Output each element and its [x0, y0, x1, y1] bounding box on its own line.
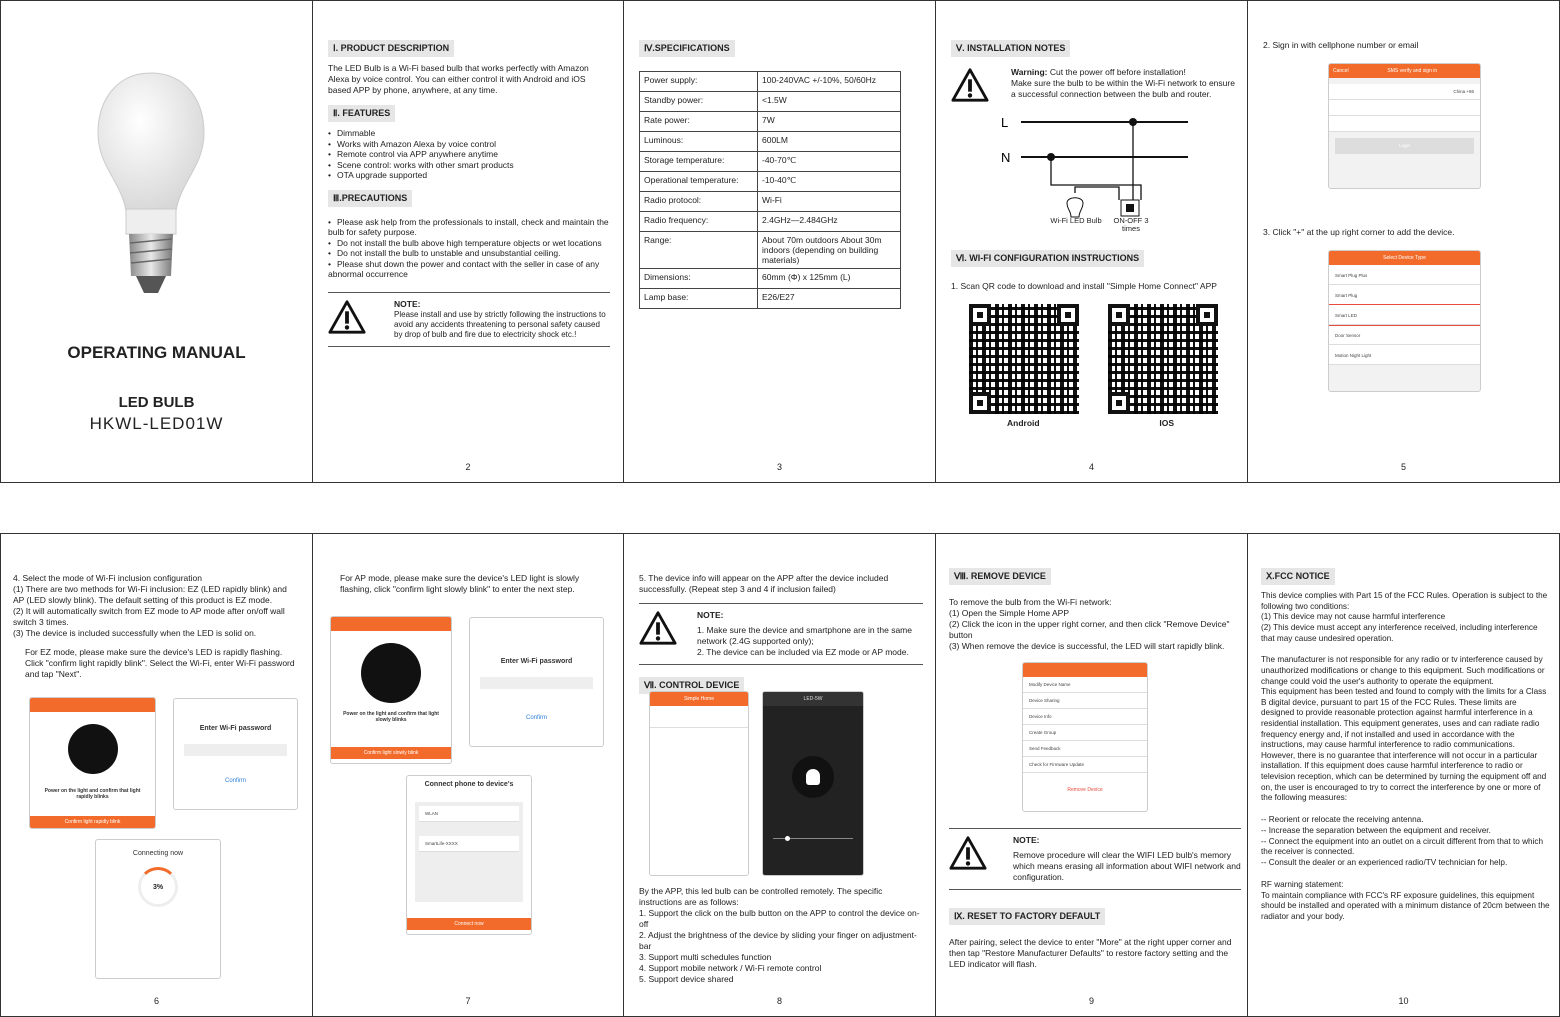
warning-text-2: Make sure the bulb to be within the Wi-Fi network to ensure a successful connection between the bulb and router. — [1011, 78, 1235, 99]
note-box — [639, 610, 923, 658]
fcc-paragraph: This equipment has been tested and found to comply with the limits for a Class B digital device, pursuant to part 15 of the FCC Rules. These limits are designed to provide reasonable protection against harmful interference in a residential installation. This equipment generates, uses and can radiate radio frequency energy and, if not installed and used in accordance with the instructions, may cause harmful interference to radio communications. However, there is no guarantee that interference will not occur in a particular installation. If this equipment does cause harmful interference to radio or television reception, which can be determined by turning the equipment off and on, the user is encouraged to try to correct the interference by one or more of the following measures: — [1261, 687, 1547, 803]
spec-label: Rate power: — [640, 112, 758, 132]
screen-title: Select Device Type — [1329, 251, 1480, 265]
screen-title: LED-5W — [763, 692, 863, 706]
list-item: • Do not install the bulb to unstable and unsubstantial ceiling. — [328, 248, 610, 259]
bulb-control-screenshot — [762, 691, 864, 876]
spec-label: Standby power: — [640, 92, 758, 112]
screen-title: SMS verify and sign in — [1387, 68, 1438, 74]
page-number: 6 — [153, 996, 159, 1006]
home-screenshot — [649, 691, 749, 876]
list-item: (2) It will automatically switch from EZ mode to AP mode after on/off wall switch 3 times. — [13, 606, 285, 627]
list-item: • Please ask help from the professionals to install, check and maintain the bulb for safety purpose. — [328, 217, 610, 238]
fcc-paragraph: This device complies with Part 15 of the FCC Rules. Operation is subject to the following two conditions: — [1261, 591, 1548, 611]
page-2 — [312, 0, 624, 483]
table-row — [640, 172, 901, 192]
bulb-label: Wi-Fi LED Bulb — [1050, 217, 1102, 225]
list-item: (3) The device is included successfully when the LED is solid on. — [13, 628, 257, 638]
spec-value: 60mm (Φ) x 125mm (L) — [758, 269, 901, 289]
progress-percent: 3% — [152, 883, 164, 891]
page-number: 5 — [1400, 462, 1406, 472]
step-2: 2. Sign in with cellphone number or email — [1263, 40, 1419, 50]
confirm-button[interactable]: Confirm — [224, 778, 246, 784]
instruction-text: Power on the light and confirm that light rapidly blinks — [44, 788, 141, 800]
page-6 — [0, 533, 313, 1017]
reset-text: After pairing, select the device to enter "More" at the right upper corner and then tap "Restore Manufacturer Defaults" to restore factory setting and the LED indicator will flash. — [949, 937, 1232, 969]
menu-item[interactable]: Check for Firmware Update — [1023, 757, 1147, 773]
list-item: (3) When remove the device is successful, the LED will start rapidly blink. — [949, 641, 1225, 651]
screen-title: Connecting now — [132, 850, 184, 857]
spec-value: -40-70℃ — [758, 152, 901, 172]
list-item: (2) Click the icon in the upper right corner, and then click "Remove Device" button — [949, 619, 1230, 640]
page-number: 2 — [465, 462, 471, 472]
note-box — [949, 835, 1241, 883]
list-item: • Please shut down the power and contact with the seller in case of any abnormal occurrence — [328, 259, 610, 280]
menu-item[interactable]: Modify Device Name — [1023, 677, 1147, 693]
page-4 — [935, 0, 1248, 483]
table-row — [640, 212, 901, 232]
fcc-paragraph: RF warning statement: — [1261, 879, 1344, 889]
warning-icon — [328, 299, 366, 335]
spec-value: 7W — [758, 112, 901, 132]
page-3 — [623, 0, 936, 483]
cover-page — [0, 0, 313, 483]
section-heading: Ⅴ. INSTALLATION NOTES — [951, 40, 1070, 57]
table-row — [640, 152, 901, 172]
progress-ring — [138, 867, 178, 907]
list-item: 3. Support multi schedules function — [639, 952, 772, 962]
specifications-table — [639, 71, 901, 309]
wifi-password-screenshot — [173, 698, 298, 810]
cover-product: LED BULB — [118, 394, 195, 411]
table-row — [640, 192, 901, 212]
login-button: Login — [1335, 138, 1474, 154]
table-row — [640, 72, 901, 92]
page-number: 3 — [776, 462, 782, 472]
ap-confirm-screenshot — [330, 616, 452, 764]
section-heading: Ⅳ.SPECIFICATIONS — [639, 40, 735, 57]
spec-value: -10-40℃ — [758, 172, 901, 192]
warning-box — [951, 67, 1236, 103]
section-heading: Ⅹ.FCC NOTICE — [1261, 568, 1335, 585]
control-intro: By the APP, this led bulb can be controlled remotely. The specific instructions are as follows: — [639, 886, 883, 907]
list-item: 1. Support the click on the bulb button on the APP to control the device on-off — [639, 908, 920, 929]
list-item: • OTA upgrade supported — [328, 170, 610, 181]
step-4: 4. Select the mode of Wi-Fi inclusion configuration — [13, 573, 202, 583]
page-number: 7 — [465, 996, 471, 1006]
note-text: Please install and use by strictly following the instructions to avoid any accidents threatening to personal safety caused by drop of bulb and fire due to electricity shock etc.! — [394, 309, 606, 339]
wifi-password-screenshot — [469, 617, 604, 747]
table-row — [640, 269, 901, 289]
spec-value: Wi-Fi — [758, 192, 901, 212]
more-menu-screenshot — [1022, 662, 1148, 812]
table-row — [640, 289, 901, 309]
fcc-paragraph: -- Increase the separation between the equipment and receiver. — [1261, 825, 1491, 835]
ap-mode-note: For AP mode, please make sure the device's LED light is slowly flashing, click "confirm light slowly blink" to enter the next step. — [340, 573, 580, 594]
bulb-power-button[interactable] — [792, 756, 834, 798]
remove-device-button[interactable]: Remove Device — [1067, 787, 1103, 793]
device-type-item[interactable]: Motion Night Light — [1329, 345, 1480, 365]
warning-icon — [949, 835, 987, 871]
spec-value: About 70m outdoors About 30m indoors (depending on building materials) — [758, 232, 901, 269]
wiring-diagram — [951, 105, 1236, 235]
precautions-list — [328, 217, 610, 280]
list-item: • Remote control via APP anywhere anytime — [328, 149, 610, 160]
warning-icon — [639, 610, 677, 646]
fcc-paragraph: To maintain compliance with FCC's RF exposure guidelines, this equipment should be installed and operated with a minimum distance of 20cm between the radiator and your body. — [1261, 890, 1550, 922]
page-9 — [935, 533, 1248, 1017]
menu-item[interactable]: Device Sharing — [1023, 693, 1147, 709]
cover-title: OPERATING MANUAL — [67, 343, 246, 362]
spec-label: Luminous: — [640, 132, 758, 152]
ios-label: IOS — [1159, 418, 1174, 428]
menu-item[interactable]: Create Group — [1023, 725, 1147, 741]
product-description: The LED Bulb is a Wi-Fi based bulb that works perfectly with Amazon Alexa by voice control. You can either control it with Android and iOS based APP by phone, anywhere, at any time. — [328, 63, 589, 95]
page-number: 4 — [1088, 462, 1094, 472]
warning-text: Cut the power off before installation! — [1049, 67, 1186, 77]
step-5: 5. The device info will appear on the APP after the device included successfully. (Repeat step 3 and 4 if inclusion failed) — [639, 573, 889, 594]
note-title: NOTE: — [697, 610, 724, 620]
ios-qr-code[interactable] — [1108, 304, 1218, 414]
list-item: 5. Support device shared — [639, 974, 734, 984]
fcc-paragraph: -- Reorient or relocate the receiving antenna. — [1261, 814, 1424, 824]
list-item: 2. The device can be included via EZ mode or AP mode. — [697, 647, 909, 657]
note-title: NOTE: — [1013, 835, 1040, 845]
table-row — [640, 112, 901, 132]
ez-confirm-screenshot — [29, 697, 156, 829]
list-item: • Scene control: works with other smart products — [328, 160, 610, 171]
fcc-paragraph: (1) This device may not cause harmful interference — [1261, 612, 1446, 622]
fcc-paragraph — [1261, 644, 1551, 655]
line-label-L: L — [1001, 115, 1009, 130]
connecting-screenshot — [95, 839, 221, 979]
section-heading: Ⅱ. FEATURES — [328, 105, 395, 122]
screen-title: Connect phone to device's — [424, 781, 514, 788]
bulb-icon — [68, 724, 118, 774]
country-row: China +86 — [1329, 84, 1480, 100]
spec-label: Radio protocol: — [640, 192, 758, 212]
list-item: • Do not install the bulb above high temperature objects or wet locations — [328, 238, 610, 249]
page-number: 9 — [1088, 996, 1094, 1006]
fcc-paragraph: The manufacturer is not responsible for any radio or tv interference caused by unauthorized modifications or change to this equipment. Such modifications or change could void the user's authority to operate the equipment. — [1261, 655, 1545, 686]
confirm-rapid-blink-button[interactable]: Confirm light rapidly blink — [30, 816, 155, 828]
screen-title: Enter Wi-Fi password — [199, 725, 272, 732]
spec-label: Storage temperature: — [640, 152, 758, 172]
confirm-button[interactable]: Confirm — [525, 715, 547, 721]
step-3: 3. Click "+" at the up right corner to add the device. — [1263, 227, 1455, 237]
page-7 — [312, 533, 624, 1017]
spec-value: 100-240VAC +/-10%, 50/60Hz — [758, 72, 901, 92]
bulb-illustration — [96, 71, 206, 301]
ez-mode-note: For EZ mode, please make sure the device's LED is rapidly flashing. Click "confirm light rapidly blink". Select the Wi-Fi, enter Wi-Fi password and tap "Next". — [25, 647, 295, 679]
device-type-item[interactable]: Smart Plug — [1329, 285, 1480, 305]
warning-icon — [951, 67, 989, 103]
cancel-label: Cancel — [1333, 68, 1349, 74]
wlan-row: WLAN — [419, 806, 519, 822]
page-8 — [623, 533, 936, 1017]
confirm-slow-blink-button[interactable]: Confirm light slowly blink — [331, 747, 451, 759]
features-list — [328, 128, 610, 181]
screen-title: Simple Home — [650, 692, 748, 706]
bulb-icon — [361, 643, 421, 703]
cover-model: HKWL-LED01W — [89, 414, 224, 433]
spec-label: Lamp base: — [640, 289, 758, 309]
remove-intro: To remove the bulb from the Wi-Fi network: — [949, 597, 1112, 607]
note-title: NOTE: — [394, 298, 421, 309]
list-item: 2. Adjust the brightness of the device by sliding your finger on adjustment-bar — [639, 930, 917, 951]
list-item: (1) Open the Simple Home APP — [949, 608, 1070, 618]
note-text: Remove procedure will clear the WIFI LED bulb's memory which means erasing all information about WIFI network and configuration. — [1013, 850, 1241, 882]
screen-title: Enter Wi-Fi password — [500, 658, 573, 665]
ssid-row[interactable]: SmartLife-XXXX — [419, 836, 519, 852]
list-item: (1) There are two methods for Wi-Fi inclusion: EZ (LED rapidly blink) and AP (LED slowly blink). The default setting of this product is EZ mode. — [13, 584, 287, 605]
connect-device-screenshot — [406, 775, 532, 935]
signin-screenshot — [1328, 63, 1481, 189]
android-qr-code[interactable] — [969, 304, 1079, 414]
instruction-text: Power on the light and confirm that light slowly blinks — [343, 711, 439, 723]
section-heading: Ⅶ. CONTROL DEVICE — [639, 677, 744, 694]
page-number: 8 — [776, 996, 782, 1006]
scan-instruction: 1. Scan QR code to download and install "Simple Home Connect" APP — [951, 281, 1217, 291]
fcc-paragraph: (2) This device must accept any interference received, including interference that may cause undesired operation. — [1261, 623, 1538, 643]
device-type-item[interactable]: Smart Plug Plus — [1329, 265, 1480, 285]
spec-value: <1.5W — [758, 92, 901, 112]
spec-value: 2.4GHz—2.484GHz — [758, 212, 901, 232]
section-heading: Ⅲ.PRECAUTIONS — [328, 190, 412, 207]
spec-label: Operational temperature: — [640, 172, 758, 192]
list-item: 1. Make sure the device and smartphone are in the same network (2.4G supported only); — [697, 625, 912, 646]
brightness-slider[interactable] — [773, 838, 853, 839]
line-label-N: N — [1001, 150, 1011, 165]
spec-value: 600LM — [758, 132, 901, 152]
note-box — [328, 299, 610, 340]
fcc-paragraph: -- Consult the dealer or an experienced radio/TV technician for help. — [1261, 857, 1508, 867]
warning-label: Warning: — [1011, 67, 1048, 77]
list-item: • Works with Amazon Alexa by voice control — [328, 139, 610, 150]
table-row — [640, 132, 901, 152]
section-heading: Ⅰ. PRODUCT DESCRIPTION — [328, 40, 454, 57]
fcc-paragraph — [1261, 869, 1551, 880]
spec-label: Power supply: — [640, 72, 758, 92]
device-type-item[interactable]: Smart LED — [1329, 305, 1480, 325]
menu-item[interactable]: Device Info — [1023, 709, 1147, 725]
list-item: • Dimmable — [328, 128, 610, 139]
table-row — [640, 92, 901, 112]
page-number: 10 — [1398, 996, 1409, 1006]
spec-label: Dimensions: — [640, 269, 758, 289]
table-row — [640, 232, 901, 269]
section-heading: Ⅸ. RESET TO FACTORY DEFAULT — [949, 908, 1105, 925]
fcc-paragraph: -- Connect the equipment into an outlet on a circuit different from that to which the receiver is connected. — [1261, 836, 1544, 857]
section-heading: Ⅷ. REMOVE DEVICE — [949, 568, 1051, 585]
menu-item[interactable]: Send Feedback — [1023, 741, 1147, 757]
connect-now-button[interactable]: Connect now — [407, 918, 531, 930]
list-item: 4. Support mobile network / Wi-Fi remote control — [639, 963, 822, 973]
spec-label: Radio frequency: — [640, 212, 758, 232]
section-heading: Ⅵ. WI-FI CONFIGURATION INSTRUCTIONS — [951, 250, 1144, 267]
device-type-item[interactable]: Door Sensor — [1329, 325, 1480, 345]
spec-label: Range: — [640, 232, 758, 269]
spec-value: E26/E27 — [758, 289, 901, 309]
fcc-paragraph — [1261, 804, 1551, 815]
device-type-screenshot — [1328, 250, 1481, 392]
page-10 — [1247, 533, 1560, 1017]
switch-label: ON-OFF 3 times — [1113, 217, 1149, 233]
android-label: Android — [1007, 418, 1040, 428]
page-5 — [1247, 0, 1560, 483]
